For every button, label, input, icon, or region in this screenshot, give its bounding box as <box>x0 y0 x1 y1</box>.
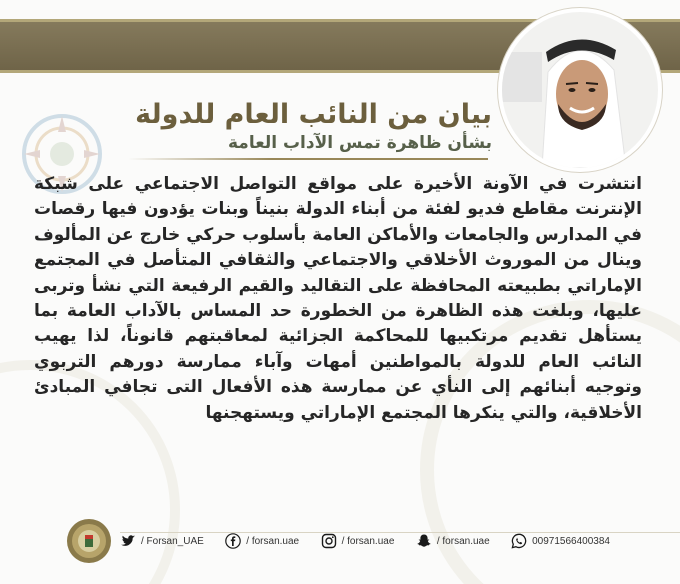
title-block <box>112 98 492 154</box>
whatsapp-icon <box>511 533 527 549</box>
facebook-icon <box>225 533 241 549</box>
title-divider <box>128 158 488 160</box>
snapchat-icon <box>416 533 432 549</box>
instagram-icon <box>321 533 337 549</box>
instagram-link[interactable] <box>321 533 395 549</box>
twitter-icon <box>120 533 136 549</box>
twitter-handle: / Forsan_UAE <box>141 535 204 547</box>
whatsapp-number: 00971566400384 <box>532 535 610 547</box>
social-links <box>120 527 610 555</box>
forsan-logo-icon <box>66 518 112 564</box>
instagram-handle: / forsan.uae <box>341 535 395 547</box>
page-title: بيان من النائب العام للدولة <box>135 99 492 130</box>
portrait-photo <box>498 8 662 172</box>
twitter-link[interactable] <box>120 533 204 549</box>
whatsapp-link[interactable] <box>511 533 610 549</box>
facebook-handle: / forsan.uae <box>246 535 300 547</box>
facebook-link[interactable] <box>225 533 299 549</box>
page-subtitle: بشأن ظاهرة تمس الآداب العامة <box>228 133 492 153</box>
snapchat-handle: / forsan.uae <box>436 535 490 547</box>
snapchat-link[interactable] <box>416 533 490 549</box>
statement-text: انتشرت في الآونة الأخيرة على مواقع التواصل الاجتماعي على شبكة الإنترنت مقاطع فديو لفئة من أبناء الدولة بنيناً وبنات يؤدون فيها رقصات في المدارس والجامعات والأماكن العامة بأسلوب حركي خارج عن المألوف وينال من الموروث الأخلاقي والاجتماعي والثقافي المتأصل في المجتمع الإماراتي بطبيعته المحافظة على التقاليد والقيم الرفيعة التي نشأ وتربى عليها، وبلغت هذه الظاهرة من الخطورة حد المساس بالآداب العامة بما يستأهل تقديم مرتكبيها للمحاكمة الجزائية لمعاقبتهم قانوناً، لذا يهيب النائب العام للدولة بالمواطنين أمهات وآباء ممارسة دورهم التربوي وتوجيه أبنائهم إلى النأي عن ممارسة هذه الأفعال التى تجافي المبادئ الأخلاقية، والتي ينكرها المجتمع الإماراتي ويستهجنها <box>34 174 642 423</box>
